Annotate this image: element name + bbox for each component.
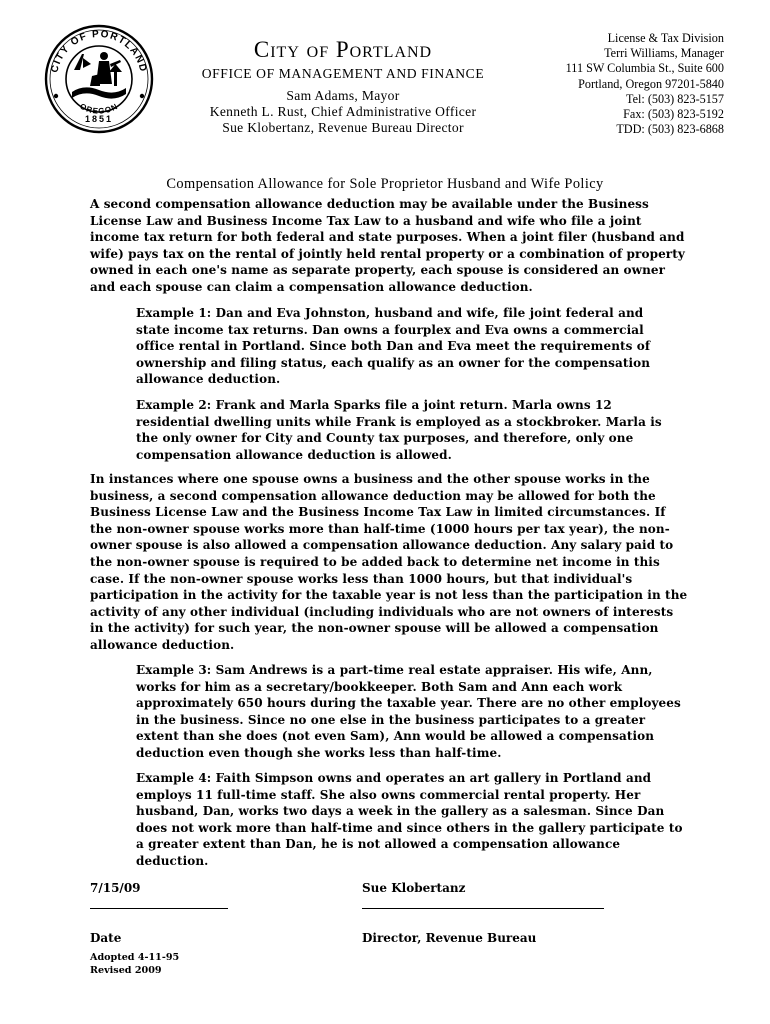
office-name: OFFICE OF MANAGEMENT AND FINANCE (201, 66, 485, 81)
seal-ring-text-top: CITY OF PORTLAND (49, 28, 149, 74)
official-cao: Kenneth L. Rust, Chief Administrative Officer (209, 104, 477, 119)
official-revenue-director: Sue Klobertanz, Revenue Bureau Director (222, 120, 464, 135)
policy-example-3: Example 3: Sam Andrews is a part-time real estate appraiser. His wife, Ann, works for him as a secretary/bookkeeper. Both Sam and Ann each work approximately 650 hours during the taxable year. There are no other employees in the business. Since no one else in the business participates to a greater extent than she does (not even Sam), Ann would be allowed a compensation deduction even though she works less than half-time. (136, 663, 681, 760)
division-name: License & Tax Division (607, 31, 724, 45)
date-signature-line (90, 908, 228, 909)
revision-note (90, 952, 179, 978)
letterhead-center (168, 36, 518, 136)
date-label: Date (90, 931, 122, 945)
name-signature-line (362, 908, 604, 909)
policy-example-1: Example 1: Dan and Eva Johnston, husband and wife, file joint federal and state income tax returns. Dan owns a fourplex and Eva owns a commercial office rental in Portland. Since both Dan and Eva meet the requirements of ownership and filing status, each qualify as an owner for the compensation allowance deduction. (136, 306, 651, 387)
policy-paragraph: A second compensation allowance deduction may be available under the Business License Law and Business Income Tax Law to a husband and wife who file a joint income tax return for both federal and state purposes. When a joint filer (husband and wife) pays tax on the rental of jointly held rental property or a combination of property owned in each one's name as separate property, each spouse is considered an owner and each spouse can claim a compensation allowance deduction. (90, 197, 685, 294)
policy-example-4: Example 4: Faith Simpson owns and operates an art gallery in Portland and employs 11 full-time staff. She also owns commercial rental property. Her husband, Dan, works two days a week in the gallery as a salesman. Since Dan does not work more than half-time and since others in the gallery participate to a greater extent than Dan, he is not allowed a compensation allowance deduction. (136, 771, 683, 868)
officials-list (168, 88, 518, 136)
division-telephone: Tel: (503) 823-5157 (626, 91, 724, 106)
revised-date: Revised 2009 (90, 964, 162, 976)
city-seal-icon (44, 24, 154, 134)
seal-year: 1851 (84, 114, 114, 124)
signer-name: Sue Klobertanz (362, 881, 466, 895)
official-mayor: Sam Adams, Mayor (286, 88, 400, 103)
policy-title: Compensation Allowance for Sole Proprietor Husband and Wife Policy (166, 176, 604, 192)
policy-paragraph: In instances where one spouse owns a business and the other spouse works in the business, a second compensation allowance deduction may be allowed for both the Business License Law and the Business Income Tax Law in limited circumstances. If the non-owner spouse works more than half-time (1000 hours per tax year), the non-owner spouse is also allowed a compensation allowance deduction. Any salary paid to the non-owner spouse is required to be added back to determine net income in this case. If the non-owner spouse works less than 1000 hours, but that individual's participation in the activity for the taxable year is not less than the participation in the activity of any other individual (including individuals who are not owners of interests in the activity) for such year, the non-owner spouse will be allowed a compensation allowance deduction. (90, 472, 688, 652)
division-fax: Fax: (503) 823-5192 (623, 107, 724, 122)
signer-title: Director, Revenue Bureau (362, 931, 537, 945)
division-manager: Terri Williams, Manager (604, 46, 724, 61)
seal-ring-text-bottom: OREGON (78, 101, 120, 116)
signature-date-value: 7/15/09 (90, 881, 141, 895)
adopted-date: Adopted 4-11-95 (90, 952, 180, 963)
division-address-city: Portland, Oregon 97201-5840 (578, 76, 724, 91)
letterhead-division (494, 31, 724, 137)
city-title: City of Portland (253, 37, 433, 62)
division-tdd: TDD: (503) 823-6868 (616, 122, 724, 137)
policy-example-2: Example 2: Frank and Marla Sparks file a joint return. Marla owns 12 residential dwelling units while Frank is employed as a stockbroker. Marla is the only owner for City and County tax purposes, and therefore, only one compensation allowance deduction is allowed. (136, 398, 662, 462)
division-address-street: 111 SW Columbia St., Suite 600 (565, 61, 724, 76)
